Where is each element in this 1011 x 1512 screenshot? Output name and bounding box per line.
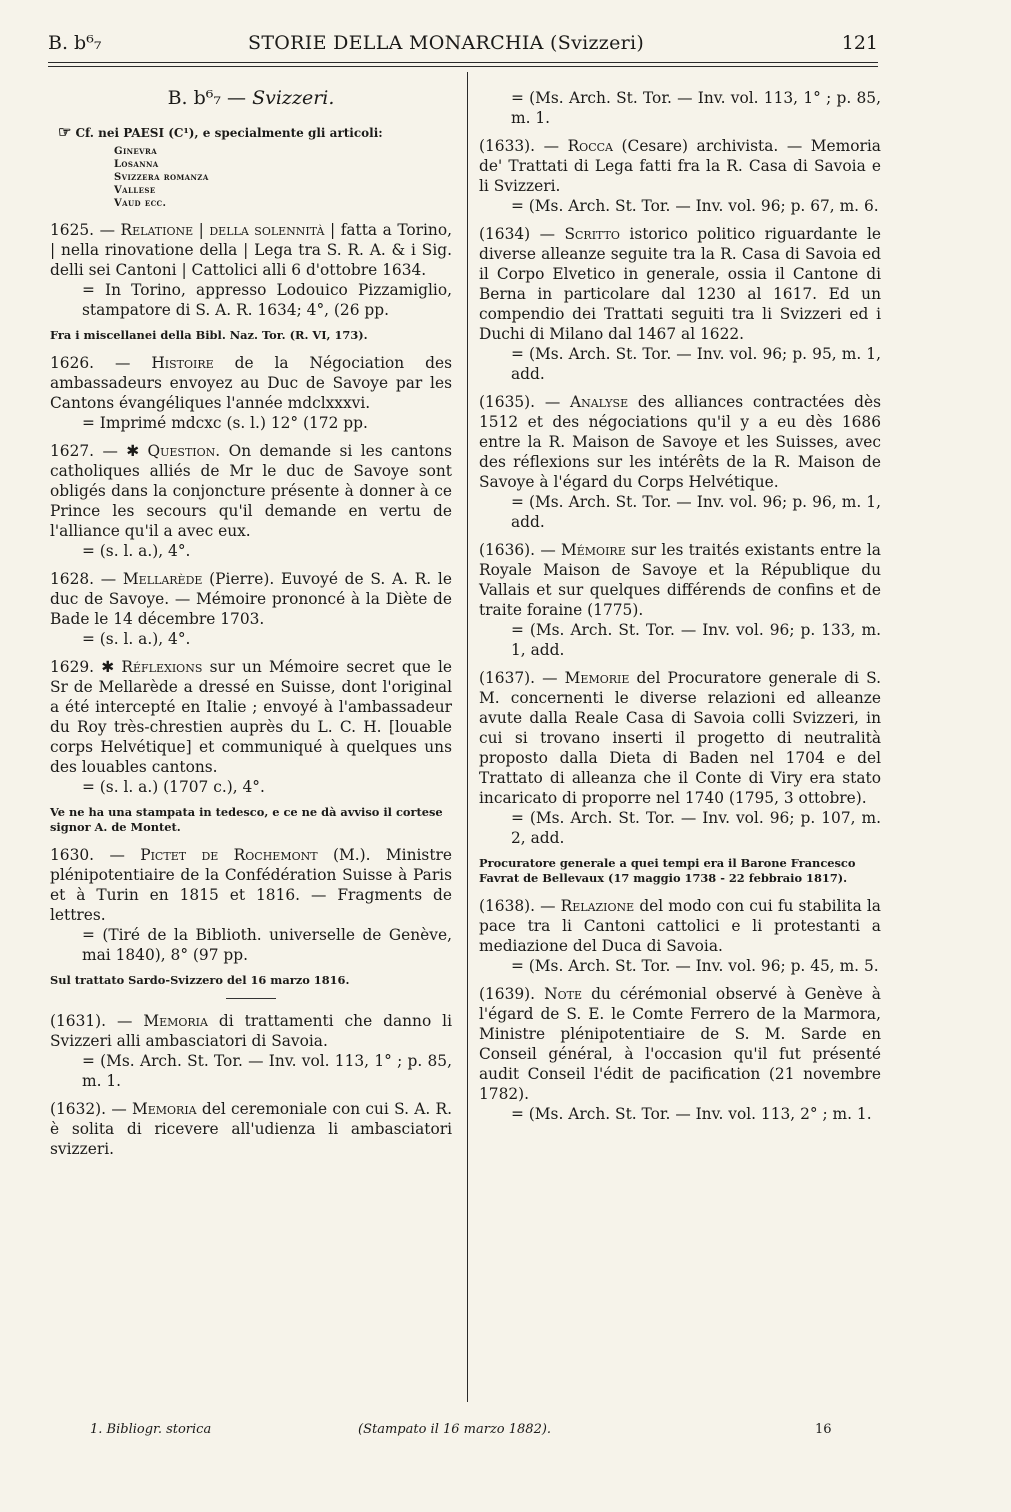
entry-title: Question. <box>147 442 221 460</box>
catalogue-entry <box>479 668 881 848</box>
entry-location: = (s. l. a.) (1707 c.), 4°. <box>82 778 265 796</box>
entry-number: (1633). — <box>479 137 560 155</box>
entry-location: = (Ms. Arch. St. Tor. — Inv. vol. 113, 1° ; p. 85, m. 1. <box>82 1052 452 1090</box>
entry-location: = (Tiré de la Biblioth. universelle de Genève, mai 1840), 8° (97 pp. <box>82 926 452 964</box>
entry-title: Scritto <box>564 225 620 243</box>
entry-body: fatta a Torino, | nella rinovatione della | Lega tra S. R. A. & i Sig. delli sei Cantoni | Cattolici alli 6 d'ottobre 1634. <box>50 221 453 279</box>
entry-text <box>50 1011 452 1051</box>
left-entries <box>50 220 452 1159</box>
entry-body: de la Négociation des ambassadeurs envoyez au Duc de Savoye par les Cantons évangéliques l'année mdclxxxvi. <box>50 354 452 412</box>
entry-number: (1636). — <box>479 541 556 559</box>
entry-body: sur un Mémoire secret que le Sr de Mellarède a dressé en Suisse, dont l'original a été intercepté en Italie ; envoyé à l'ambassadeur du Roy très-chrestien auprès du L. C. H. [louable corps Helvétique] et communiqué à quelques uns des louables cantons. <box>50 658 452 776</box>
entry-title: Pictet de Rochemont <box>140 846 318 864</box>
entry-text <box>479 896 881 956</box>
header-rule <box>48 62 878 63</box>
entry-title: Mellarède <box>122 570 203 588</box>
entry-number: 1630. — <box>50 846 125 864</box>
entry-title: Memoria <box>143 1012 208 1030</box>
right-entries <box>479 88 881 1124</box>
header-rule-double <box>48 66 878 67</box>
section-code: B. b⁶₇ — <box>167 87 247 109</box>
entry-text <box>50 569 452 629</box>
catalogue-entry <box>479 984 881 1124</box>
entry-title: Mémoire <box>561 541 626 559</box>
catalogue-entry <box>479 540 881 660</box>
entry-number: (1634) — <box>479 225 556 243</box>
catalogue-entry <box>479 224 881 384</box>
entry-title: Réflexions <box>121 658 203 676</box>
separator-rule <box>226 998 276 999</box>
entry-number: 1625. — <box>50 221 115 239</box>
entry-text <box>479 392 881 492</box>
entry-title: Relatione | della solennità | <box>120 221 336 239</box>
entry-body: del Procuratore generale di S. M. concernenti le diverse relazioni ed alleanze avute dalla Reale Casa di Savoia colli Svizzeri, in cui si trovano inserti il progetto di neutralità proposto dalla Dieta di Baden nel 1704 e del Trattato di alleanza che il Conte di Viry era stato incaricato di proporre nel 1740 (1795, 3 ottobre). <box>479 669 881 807</box>
section-name: Svizzeri. <box>252 87 335 109</box>
cross-reference <box>58 122 452 143</box>
pointing-hand-icon: ☞ <box>58 123 72 141</box>
entry-text <box>50 353 452 413</box>
header-signature: B. b⁶₇ <box>48 32 102 54</box>
entry-body: (M.). Ministre plénipotentiaire de la Confédération Suisse à Paris et à Turin en 1815 et 1816. — Fragments de lettres. <box>50 846 452 924</box>
entry-body: sur les traités existants entre la Royale Maison de Savoye et la République du Vallais et sur quelques différends de confins et de traite foraine (1775). <box>479 541 881 619</box>
entry-text <box>50 657 452 777</box>
entry-number: (1639). <box>479 985 536 1003</box>
entry-body: istorico politico riguardante le diverse alleanze seguite tra la R. Casa di Savoia ed il Corpo Elvetico in generale, ossia il Cantone di Berna in particolare dal 1230 al 1617. Ed un compendio dei Trattati seguiti tra li Svizzeri ed i Duchi di Milano dal 1467 al 1622. <box>479 225 881 343</box>
entry-number: (1635). — <box>479 393 561 411</box>
entry-note: Sul trattato Sardo-Svizzero del 16 marzo 1816. <box>50 973 350 987</box>
cross-reference-item: Vaud ecc. <box>114 198 167 209</box>
entry-text <box>479 224 881 344</box>
entry-body: (Pierre). Euvoyé de S. A. R. le duc de Savoye. — Mémoire prononcé à la Diète de Bade le 14 décembre 1703. <box>50 570 452 628</box>
catalogue-entry <box>479 88 881 128</box>
entry-text <box>479 136 881 196</box>
catalogue-entry <box>50 1099 452 1159</box>
catalogue-entry <box>50 657 452 797</box>
cross-reference-item: Losanna <box>114 159 159 170</box>
entry-number: (1638). — <box>479 897 556 915</box>
entry-title: Histoire <box>151 354 214 372</box>
entry-note: Fra i miscellanei della Bibl. Naz. Tor. (R. VI, 173). <box>50 328 368 342</box>
catalogue-entry <box>479 392 881 532</box>
right-column <box>479 88 881 1132</box>
entry-body: (Cesare) archivista. — Memoria de' Trattati di Lega fatti fra la R. Casa di Savoia e li Svizzeri. <box>479 137 881 195</box>
entry-location: = (s. l. a.), 4°. <box>82 630 191 648</box>
entry-note: Ve ne ha una stampata in tedesco, e ce ne dà avviso il cortese signor A. de Montet. <box>50 805 443 834</box>
entry-title: Memorie <box>564 669 630 687</box>
section-title <box>50 88 452 108</box>
entry-number: 1627. — ✱ <box>50 442 140 460</box>
entry-title: Rocca <box>567 137 613 155</box>
entry-number: (1631). — <box>50 1012 133 1030</box>
entry-body: del modo con cui fu stabilita la pace tra li Cantoni cattolici e li protestanti a mediazione del Duca di Savoia. <box>479 897 881 955</box>
entry-body: del ceremoniale con cui S. A. R. è solita di ricevere all'udienza li ambasciatori svizzeri. <box>50 1100 452 1158</box>
entry-note: Procuratore generale a quei tempi era il Barone Francesco Favrat de Bellevaux (17 maggio 1738 - 22 febbraio 1817). <box>479 856 856 885</box>
entry-number: (1637). — <box>479 669 558 687</box>
cross-reference-item: Ginevra <box>114 146 158 157</box>
entry-location: = (Ms. Arch. St. Tor. — Inv. vol. 113, 2° ; m. 1. <box>511 1105 872 1123</box>
column-divider <box>467 72 468 1402</box>
cross-reference-item: Vallese <box>114 185 156 196</box>
running-header <box>48 32 878 60</box>
entry-location: = (s. l. a.), 4°. <box>82 542 191 560</box>
entry-number: 1628. — <box>50 570 117 588</box>
catalogue-entry <box>50 353 452 433</box>
entry-text <box>50 845 452 925</box>
entry-number: 1629. ✱ <box>50 658 115 676</box>
cross-reference-item: Svizzera romanza <box>114 172 209 183</box>
entry-number: (1632). — <box>50 1100 127 1118</box>
entry-title: Analyse <box>570 393 629 411</box>
entry-body: On demande si les cantons catholiques alliés de Mr le duc de Savoye sont obligés dans la conjoncture présente à donner à ce Prince les secours qu'il demande en vertu de l'alliance qu'il a avec eux. <box>50 442 452 540</box>
entry-title: Memoria <box>131 1100 197 1118</box>
entry-location: = (Ms. Arch. St. Tor. — Inv. vol. 113, 1° ; p. 85, m. 1. <box>511 89 881 127</box>
entry-body: des alliances contractées dès 1512 et des négociations qu'il y a eu dès 1686 entre la R. Maison de Savoye et les Suisses, avec des réflexions sur les intérêts de la R. Maison de Savoye à l'égard du Corps Helvétique. <box>479 393 881 491</box>
footer-signature: 1. Bibliogr. storica <box>90 1422 212 1437</box>
entry-location: = (Ms. Arch. St. Tor. — Inv. vol. 96; p. 133, m. 1, add. <box>511 621 881 659</box>
entry-location: = (Ms. Arch. St. Tor. — Inv. vol. 96; p. 95, m. 1, add. <box>511 345 881 383</box>
entry-text <box>479 984 881 1104</box>
catalogue-entry <box>50 220 452 320</box>
left-column <box>50 88 452 1167</box>
cross-reference-text: Cf. nei PAESI (C¹), e specialmente gli articoli: <box>75 126 383 140</box>
entry-location: = In Torino, appresso Lodouico Pizzamiglio, stampatore di S. A. R. 1634; 4°, (26 pp. <box>82 281 452 319</box>
catalogue-entry <box>50 569 452 649</box>
entry-title: Note <box>544 985 582 1003</box>
footer-print-date: (Stampato il 16 marzo 1882). <box>358 1422 552 1437</box>
entry-location: = (Ms. Arch. St. Tor. — Inv. vol. 96; p. 107, m. 2, add. <box>511 809 881 847</box>
entry-location: = Imprimé mdcxc (s. l.) 12° (172 pp. <box>82 414 368 432</box>
cross-reference-list <box>114 145 452 210</box>
footer-sheet-number: 16 <box>815 1422 832 1437</box>
entry-text <box>479 668 881 808</box>
entry-text <box>50 1099 452 1159</box>
entry-location: = (Ms. Arch. St. Tor. — Inv. vol. 96; p. 67, m. 6. <box>511 197 879 215</box>
entry-number: 1626. — <box>50 354 131 372</box>
entry-text <box>479 540 881 620</box>
catalogue-entry <box>479 896 881 976</box>
entry-text <box>50 220 452 280</box>
page-number: 121 <box>841 32 878 54</box>
catalogue-entry <box>479 136 881 216</box>
entry-body: di trattamenti che danno li Svizzeri alli ambasciatori di Savoia. <box>50 1012 452 1050</box>
entry-title: Relazione <box>560 897 635 915</box>
catalogue-entry <box>50 845 452 965</box>
catalogue-entry <box>50 441 452 561</box>
header-title: STORIE DELLA MONARCHIA (Svizzeri) <box>248 32 645 54</box>
entry-location: = (Ms. Arch. St. Tor. — Inv. vol. 96; p. 96, m. 1, add. <box>511 493 881 531</box>
entry-text <box>50 441 452 541</box>
catalogue-entry <box>50 1011 452 1091</box>
entry-body: du cérémonial observé à Genève à l'égard de S. E. le Comte Ferrero de la Marmora, Ministre plénipotentiaire de S. M. Sarde en Conseil général, à l'occasion qu'il fut présenté audit Conseil l'édit de pacification (21 novembre 1782). <box>479 985 881 1103</box>
entry-location: = (Ms. Arch. St. Tor. — Inv. vol. 96; p. 45, m. 5. <box>511 957 879 975</box>
